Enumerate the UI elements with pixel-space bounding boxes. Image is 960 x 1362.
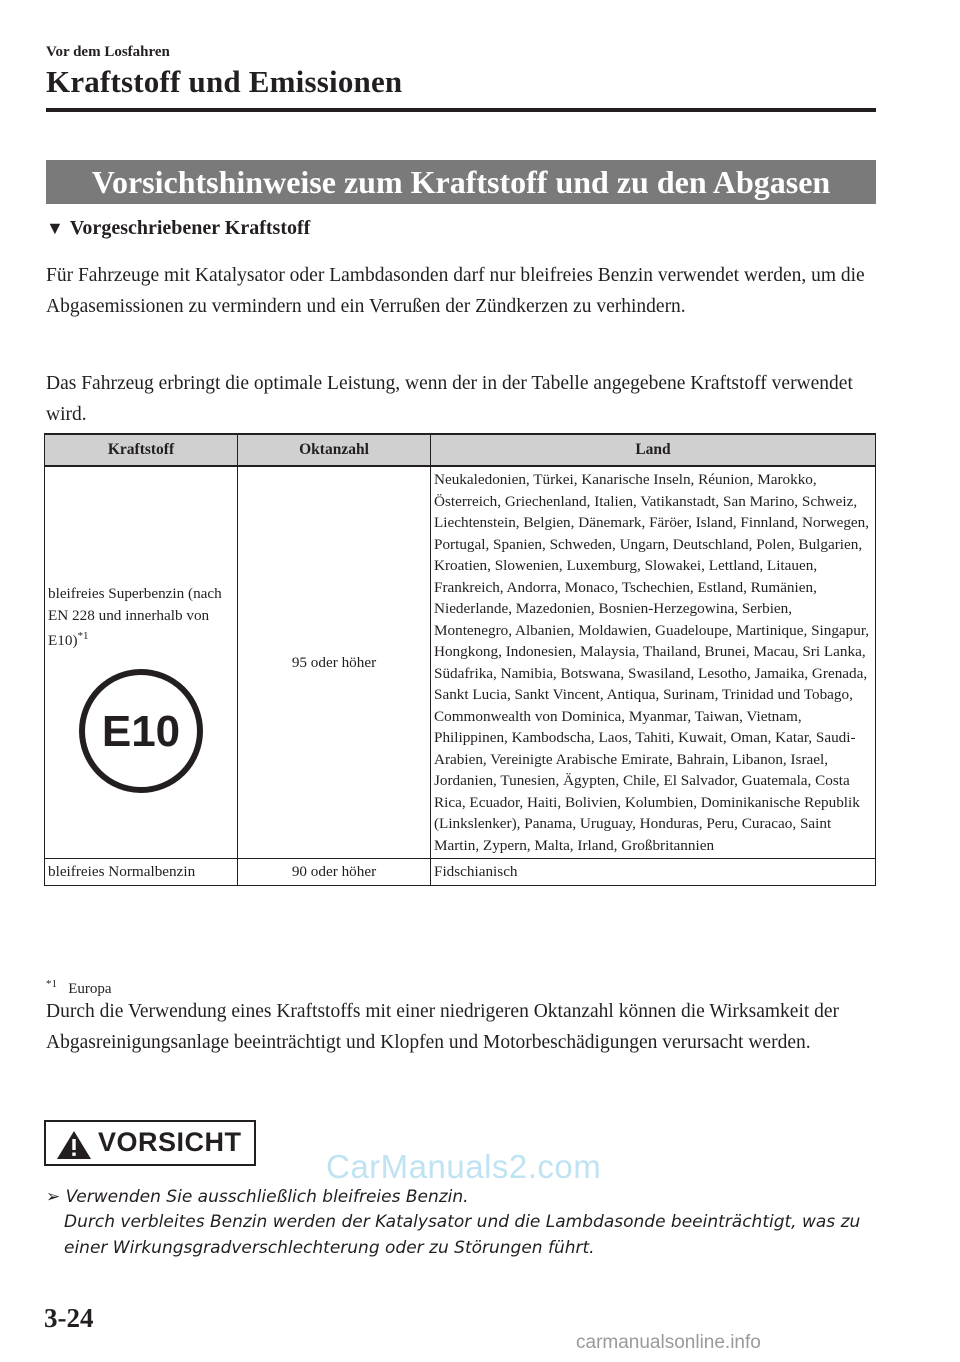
page-title: Kraftstoff und Emissionen bbox=[46, 64, 403, 99]
table-header-row bbox=[45, 434, 876, 466]
fuel-table bbox=[44, 433, 876, 886]
table-row bbox=[45, 466, 876, 859]
caution-bullet bbox=[46, 1184, 469, 1210]
table-row bbox=[45, 859, 876, 886]
caution-bullet-text: Verwenden Sie ausschließlich bleifreies Benzin. bbox=[65, 1187, 469, 1207]
header-octane: Oktanzahl bbox=[238, 434, 431, 466]
caution-body: Durch verbleites Benzin werden der Katalysator und die Lambdasonde beeinträchtigt, was zu einer Wirkungsgradverschlechterung oder zu Störungen führt. bbox=[64, 1212, 861, 1258]
subheading-text: Vorgeschriebener Kraftstoff bbox=[69, 217, 311, 239]
footnote bbox=[46, 978, 112, 998]
cell-octane-95: 95 oder höher bbox=[238, 466, 431, 859]
paragraph-catalyst: Für Fahrzeuge mit Katalysator oder Lambdasonden darf nur bleifreies Benzin verwendet werden, um die Abgasemissionen zu vermindern und ein Verrußen der Zündkerzen zu verhindern. bbox=[46, 265, 865, 317]
fuel-super-text: bleifreies Superbenzin (nach EN 228 und innerhalb von E10) bbox=[48, 585, 222, 650]
triangle-down-icon: ▼ bbox=[46, 218, 64, 238]
watermark-footer: carmanualsonline.info bbox=[576, 1332, 761, 1353]
subheading bbox=[46, 217, 310, 240]
cell-fuel-super bbox=[45, 466, 238, 859]
cell-country-list: Neukaledonien, Türkei, Kanarische Inseln, Réunion, Marokko, Österreich, Griechenland, Italien, Vatikanstadt, San Marino, Schweiz, Liechtenstein, Belgien, Dänemark, Färöer, Island, Finnland, Norwegen, Portugal, Spanien, Schweden, Ungarn, Deutschland, Polen, Bulgarien, Kroatien, Slowenien, Luxemburg, Slowakei, Lettland, Litauen, Frankreich, Andorra, Monaco, Tschechien, Estland, Rumänien, Niederlande, Mazedonien, Bosnien-Herzegowina, Serbien, Montenegro, Albanien, Moldawien, Guadeloupe, Martinique, Singapur, Hongkong, Indonesien, Malaysia, Thailand, Brunei, Macau, Sri Lanka, Südafrika, Namibia, Botswana, Swasiland, Lesotho, Jamaika, Grenada, Sankt Lucia, Sankt Vincent, Antiqua, Surinam, Trinidad und Tobago, Commonwealth von Dominica, Myanmar, Taiwan, Vietnam, Philippinen, Kambodscha, Laos, Tahiti, Kuwait, Oman, Katar, Saudi-Arabien, Vereinigte Arabische Emirate, Bahrain, Libanon, Israel, Jordanien, Tunesien, Ägypten, Chile, El Salvador, Guatemala, Costa Rica, Ecuador, Haiti, Bolivien, Kolumbien, Dominikanische Republik (Linkslenker), Panama, Uruguay, Honduras, Peru, Curacao, Saint Martin, Zypern, Malta, Irland, Großbritannien bbox=[431, 466, 876, 859]
header-country: Land bbox=[431, 434, 876, 466]
paragraph-optimal-fuel: Das Fahrzeug erbringt die optimale Leistung, wenn der in der Tabelle angegebene Kraftstoff verwendet wird. bbox=[46, 373, 853, 425]
cell-country-fiji: Fidschianisch bbox=[431, 859, 876, 886]
e10-badge-icon bbox=[76, 666, 206, 796]
page-number: 3-24 bbox=[44, 1303, 94, 1333]
warning-triangle-icon bbox=[56, 1130, 92, 1160]
title-rule bbox=[46, 108, 876, 112]
footnote-ref: *1 bbox=[77, 630, 89, 643]
watermark-center: CarManuals2.com bbox=[326, 1148, 602, 1185]
cell-octane-90: 90 oder höher bbox=[238, 859, 431, 886]
section-banner: Vorsichtshinweise zum Kraftstoff und zu den Abgasen bbox=[46, 160, 876, 204]
section-label: Vor dem Losfahren bbox=[46, 44, 170, 60]
e10-badge-text: E10 bbox=[101, 706, 181, 756]
cell-fuel-normal: bleifreies Normalbenzin bbox=[45, 859, 238, 886]
caution-box bbox=[44, 1120, 256, 1166]
paragraph-low-octane: Durch die Verwendung eines Kraftstoffs mit einer niedrigeren Oktanzahl können die Wirksamkeit der Abgasreinigungsanlage beeinträchtigt und Klopfen und Motorbeschädigungen verursacht werden. bbox=[46, 1001, 840, 1053]
footnote-mark: *1 bbox=[46, 978, 57, 990]
caution-label: VORSICHT bbox=[98, 1127, 242, 1157]
footnote-text: Europa bbox=[68, 981, 112, 997]
arrow-right-icon: ➢ bbox=[46, 1187, 61, 1207]
header-fuel: Kraftstoff bbox=[45, 434, 238, 466]
